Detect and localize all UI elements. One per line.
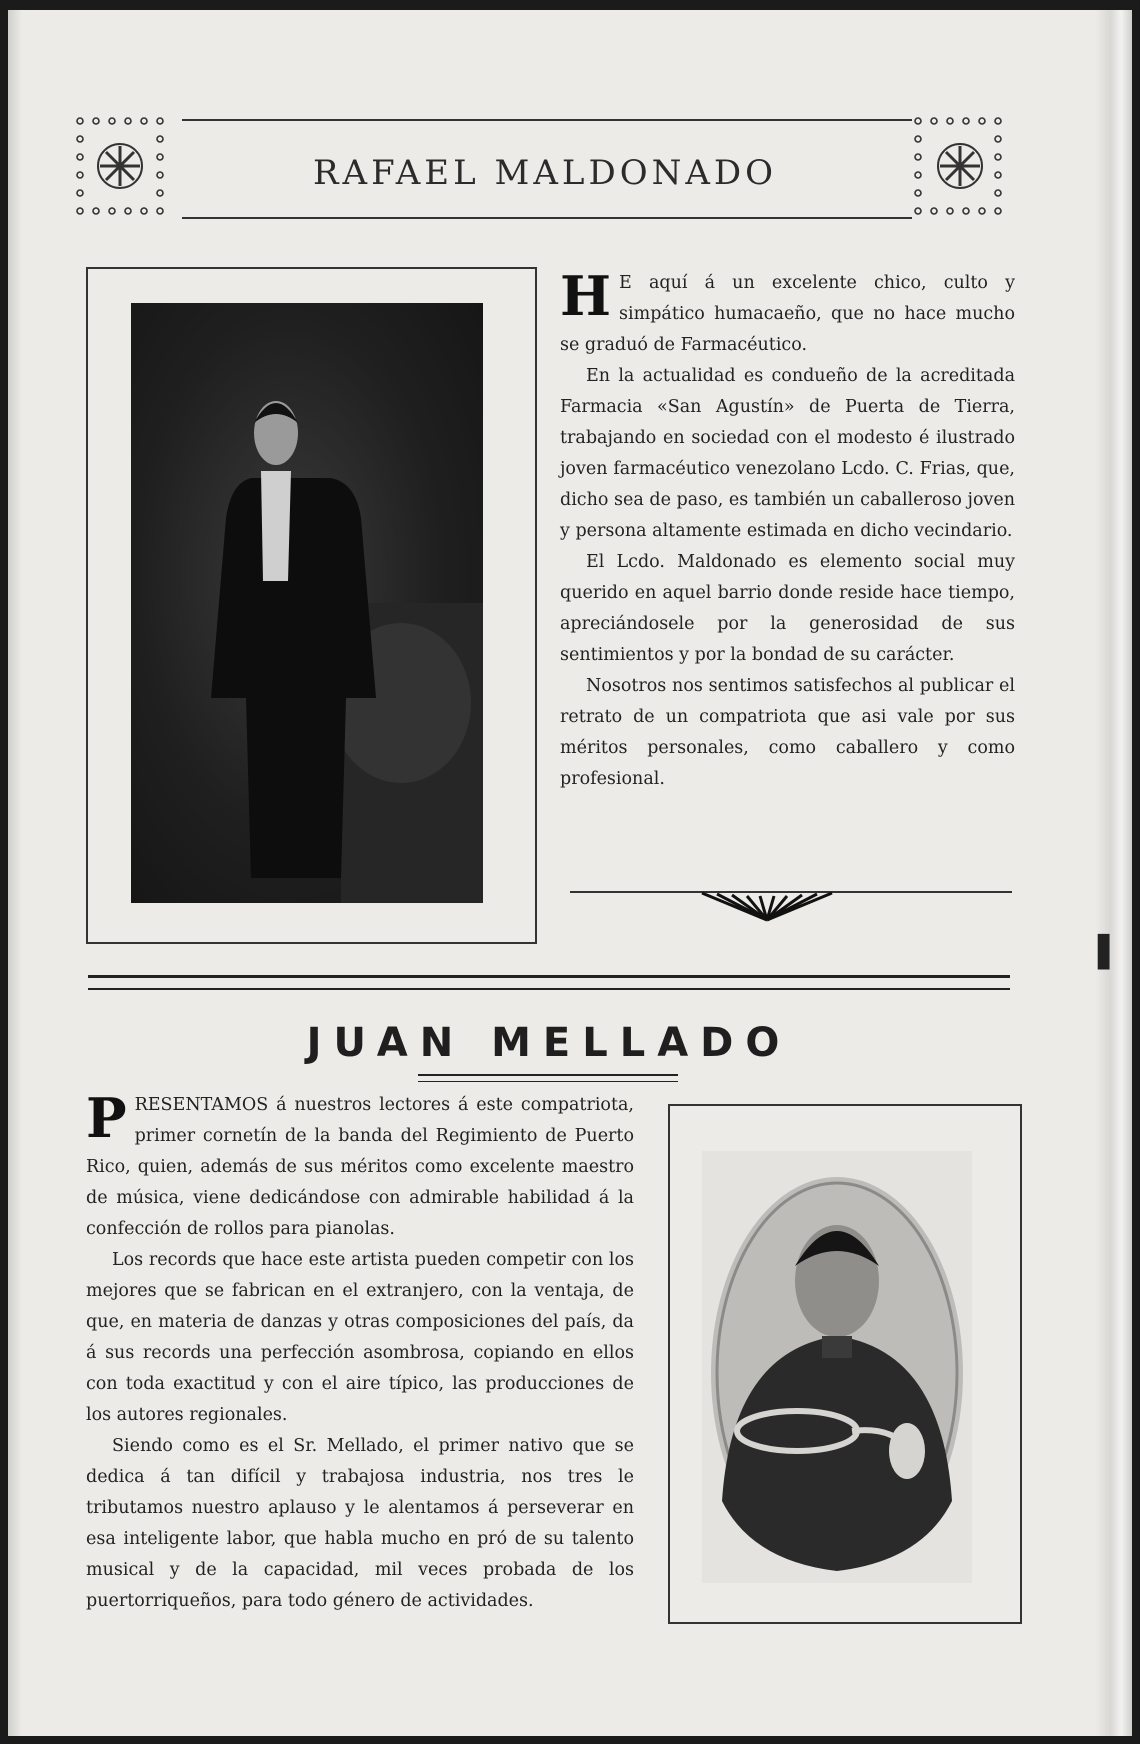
article1-paragraph-text: E aquí á un excelente chico, culto y simpático humacaeño, que no hace mucho se graduó de Farmacéutico.	[560, 273, 1015, 355]
portrait-figure	[131, 303, 483, 903]
page-edge-right	[1096, 10, 1132, 1736]
article1-title: RAFAEL MALDONADO	[312, 153, 778, 193]
article2-paragraph: Siendo como es el Sr. Mellado, el primer nativo que se dedica á tan difícil y trabajosa industria, nos tres le tributamos nuestro aplauso y le alentamos á perseverar en esa inteligente labor, que habla mucho en pró de su talento musical y de la capacidad, mil veces probada de los puertorriqueños, para todo género de actividades.	[86, 1436, 634, 1611]
article1-body	[560, 264, 1015, 795]
oval-portrait-figure	[702, 1151, 972, 1583]
article2-title: JUAN MELLADO	[306, 1020, 792, 1066]
article1-paragraph	[560, 264, 1015, 361]
article2-paragraph: Los records que hace este artista pueden competir con los mejores que se fabrican en el extranjero, con la ventaja, de que, en materia de danzas y otras composiciones del país, da á sus records una perfección asombrosa, copiando en ellos con toda exactitud y con el aire típico, las producciones de los autores regionales.	[86, 1250, 634, 1425]
article2-paragraph-text: RESENTAMOS á nuestros lectores á este compatriota, primer cornetín de la banda del Regimiento de Puerto Rico, quien, además de sus méritos como excelente maestro de música, viene dedicándose con admirable habilidad á la confección de rollos para pianolas.	[86, 1095, 634, 1239]
article1-dropcap: H	[560, 264, 612, 328]
article1-paragraph: El Lcdo. Maldonado es elemento social muy querido en aquel barrio donde reside hace tiempo, apreciándosele por la generosidad de sus sentimientos y por la bondad de su carácter.	[560, 552, 1015, 665]
article1-paragraph: En la actualidad es condueño de la acreditada Farmacia «San Agustín» de Puerta de Tierra, trabajando en sociedad con el modesto é ilustrado joven farmacéutico venezolano Lcdo. C. Frias, que, dicho sea de paso, es también un caballeroso joven y persona altamente estimada en dicho vecindario.	[560, 366, 1015, 541]
fan-ornament-icon	[692, 890, 842, 922]
section-double-rule-top	[88, 975, 1010, 978]
title-underline	[418, 1074, 678, 1076]
portrait-photo-mellado	[702, 1151, 972, 1583]
article1-paragraph: Nosotros nos sentimos satisfechos al publicar el retrato de un compatriota que asi vale por sus méritos personales, como caballero y como profesional.	[560, 676, 1015, 789]
title-underline	[418, 1081, 678, 1082]
header-rule-bottom	[182, 217, 912, 219]
article2-body	[86, 1086, 634, 1617]
section-double-rule-bottom	[88, 988, 1010, 990]
portrait-photo-maldonado	[131, 303, 483, 903]
pinwheel-rosette-icon	[910, 115, 1010, 219]
header-rule-top	[182, 119, 912, 121]
margin-mark: ▌	[1098, 935, 1122, 970]
article1-header	[72, 105, 1018, 225]
article2-dropcap: P	[86, 1086, 127, 1150]
page-edge-left	[8, 10, 22, 1736]
article2-paragraph	[86, 1086, 634, 1245]
